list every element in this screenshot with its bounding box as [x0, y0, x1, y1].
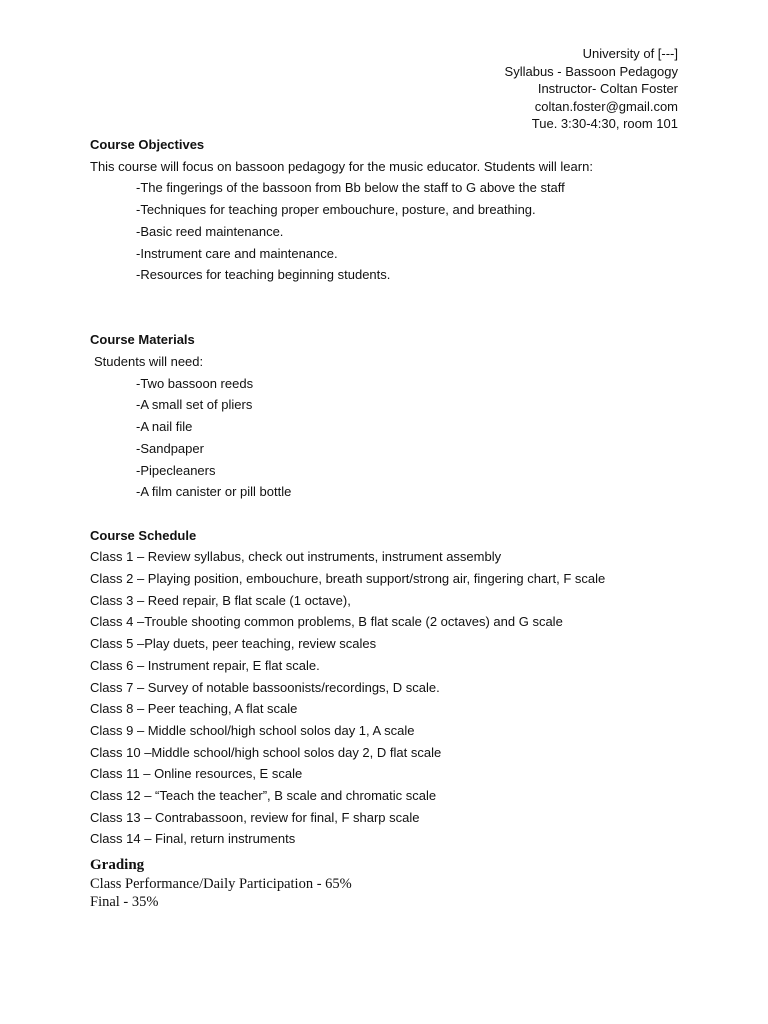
instructor-email: coltan.foster@gmail.com	[534, 98, 678, 114]
class-time-room: Tue. 3:30-4:30, room 101	[531, 116, 678, 132]
materials-intro: Students will need:	[94, 354, 204, 369]
grading-heading: Grading	[90, 857, 145, 873]
grading-item: Final - 35%	[90, 894, 159, 910]
schedule-item: Class 9 – Middle school/high school solos day 1, A scale	[90, 722, 415, 738]
university-name: University of [---]	[582, 46, 678, 61]
material-item: -A small set of pliers	[136, 397, 253, 413]
material-item: -Sandpaper	[136, 440, 204, 456]
objective-item: -The fingerings of the bassoon from Bb below the staff to G above the staff	[136, 180, 565, 196]
objective-item: -Basic reed maintenance.	[136, 223, 284, 239]
schedule-item: Class 1 – Review syllabus, check out instruments, instrument assembly	[90, 549, 502, 565]
schedule-item: Class 14 – Final, return instruments	[90, 831, 296, 847]
material-item: -Pipecleaners	[136, 462, 216, 478]
objective-item: -Resources for teaching beginning students.	[136, 267, 391, 283]
section-spacer	[90, 286, 710, 308]
schedule-item: Class 12 – “Teach the teacher”, B scale and chromatic scale	[90, 788, 437, 804]
section-spacer	[90, 503, 710, 525]
schedule-item: Class 2 – Playing position, embouchure, breath support/strong air, fingering chart, F scale	[90, 571, 606, 587]
document-header	[505, 45, 678, 133]
objective-item: -Techniques for teaching proper embouchure, posture, and breathing.	[136, 202, 536, 218]
materials-heading: Course Materials	[90, 332, 195, 348]
syllabus-body	[90, 134, 710, 850]
objective-item: -Instrument care and maintenance.	[136, 245, 338, 261]
schedule-item: Class 8 – Peer teaching, A flat scale	[90, 701, 298, 717]
objectives-heading: Course Objectives	[90, 137, 205, 152]
syllabus-title: Syllabus - Bassoon Pedagogy	[504, 63, 678, 79]
schedule-heading: Course Schedule	[90, 527, 197, 543]
schedule-item: Class 13 – Contrabassoon, review for final, F sharp scale	[90, 809, 420, 825]
grading-section	[90, 856, 352, 912]
schedule-item: Class 3 – Reed repair, B flat scale (1 octave),	[90, 592, 351, 608]
section-spacer	[90, 308, 710, 330]
schedule-item: Class 10 –Middle school/high school solos day 2, D flat scale	[90, 744, 442, 760]
instructor-name: Instructor- Coltan Foster	[537, 81, 678, 97]
schedule-item: Class 5 –Play duets, peer teaching, review scales	[90, 636, 377, 652]
schedule-item: Class 6 – Instrument repair, E flat scale.	[90, 657, 320, 673]
schedule-item: Class 11 – Online resources, E scale	[90, 766, 303, 782]
material-item: -A film canister or pill bottle	[136, 484, 292, 500]
schedule-item: Class 7 – Survey of notable bassoonists/recordings, D scale.	[90, 679, 440, 695]
objectives-intro: This course will focus on bassoon pedagogy for the music educator. Students will learn:	[90, 158, 593, 174]
material-item: -A nail file	[136, 419, 193, 435]
material-item: -Two bassoon reeds	[136, 375, 254, 391]
grading-item: Class Performance/Daily Participation - 65%	[90, 875, 352, 892]
schedule-item: Class 4 –Trouble shooting common problems, B flat scale (2 octaves) and G scale	[90, 614, 563, 630]
